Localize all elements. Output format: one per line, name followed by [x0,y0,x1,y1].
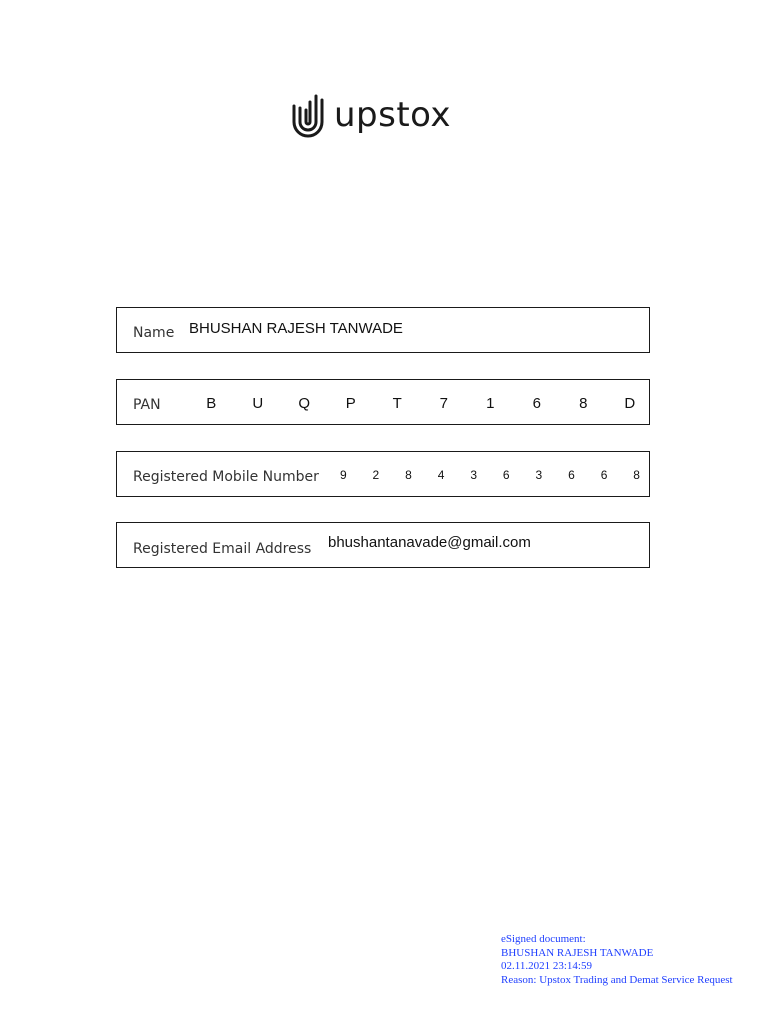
pan-char: 6 [532,395,541,412]
pan-char: T [392,395,402,412]
pan-field [116,379,650,425]
upstox-logo-icon [290,92,326,138]
pan-char: P [345,395,356,412]
mobile-digit: 9 [339,468,347,482]
esign-stamp [501,933,733,987]
pan-characters [188,396,653,411]
pan-char: B [206,395,217,412]
esign-timestamp: 02.11.2021 23:14:59 [501,960,592,973]
name-value: BHUSHAN RAJESH TANWADE [189,320,403,337]
pan-char: 7 [439,395,448,412]
mobile-field [116,451,650,497]
name-field [116,307,650,353]
mobile-digit: 6 [600,468,608,482]
mobile-label: Registered Mobile Number [133,469,319,485]
mobile-digit: 3 [535,468,543,482]
mobile-digit: 3 [470,468,478,482]
mobile-digits [327,469,653,481]
esign-heading: eSigned document: [501,933,586,945]
mobile-digit: 8 [633,468,640,482]
email-field [116,522,650,568]
mobile-digit: 8 [405,468,412,482]
pan-char: 8 [579,395,588,412]
pan-char: 1 [486,395,495,412]
upstox-logo [290,90,451,140]
pan-char: D [624,395,636,412]
mobile-digit: 2 [372,468,380,482]
logo-wordmark: upstox [334,95,452,135]
esign-reason: Reason: Upstox Trading and Demat Service Request [501,973,733,986]
pan-label: PAN [133,397,161,413]
esign-signer-name: BHUSHAN RAJESH TANWADE [501,946,654,959]
email-label: Registered Email Address [133,541,312,557]
mobile-digit: 6 [502,468,510,482]
mobile-digit: 4 [437,468,445,482]
email-value: bhushantanavade@gmail.com [328,534,531,551]
pan-char: Q [298,395,311,412]
mobile-digit: 6 [568,468,575,482]
pan-char: U [252,395,264,412]
name-label: Name [133,325,175,341]
